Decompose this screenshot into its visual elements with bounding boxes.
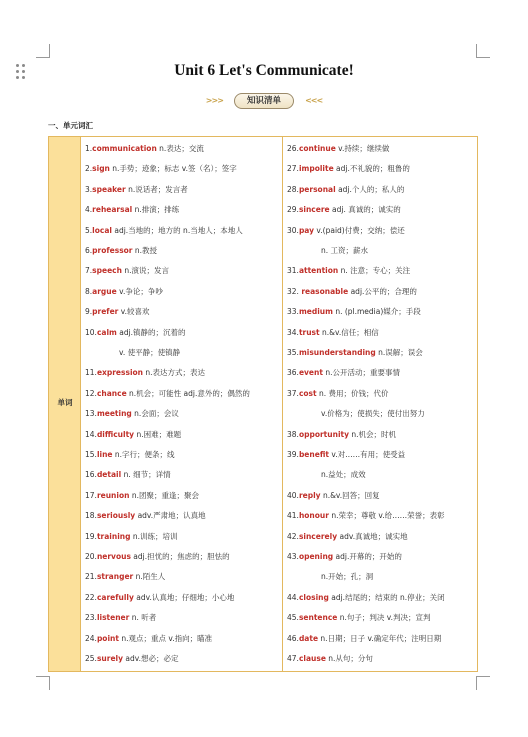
entry-definition: v. 使平静；使镇静 bbox=[119, 348, 181, 357]
vocabulary-table bbox=[48, 136, 478, 672]
entry-word: opening bbox=[298, 552, 334, 561]
entry-number: 28. bbox=[287, 184, 299, 194]
entry-number: 11. bbox=[85, 368, 97, 378]
entry-word: closing bbox=[298, 592, 329, 602]
entry-definition: adj.公平的；合理的 bbox=[348, 286, 417, 296]
entry-number: 18. bbox=[85, 511, 97, 521]
entry-number: 7. bbox=[85, 266, 93, 276]
entry-word: nervous bbox=[96, 552, 131, 561]
entry-word: communication bbox=[92, 144, 157, 153]
entry-number: 32. bbox=[287, 286, 302, 296]
vocab-entry bbox=[287, 506, 475, 526]
entry-definition: n.误解；误会 bbox=[375, 348, 423, 357]
entry-word: rehearsal bbox=[92, 205, 133, 215]
vocab-entry bbox=[287, 404, 475, 424]
entry-word: listener bbox=[96, 613, 130, 623]
vocab-entry bbox=[85, 445, 280, 465]
vocab-entry bbox=[287, 302, 475, 322]
entry-definition: n.说话者；发言者 bbox=[125, 184, 188, 194]
right-word-column bbox=[283, 137, 477, 671]
entry-number: 22. bbox=[85, 592, 97, 602]
entry-word: reunion bbox=[96, 490, 130, 500]
right-arrows-icon: <<< bbox=[305, 96, 323, 105]
entry-word: sentence bbox=[298, 613, 338, 623]
crop-mark-top-left bbox=[36, 44, 50, 58]
entry-definition: adj.结尾的；结束的 n.停业；关闭 bbox=[328, 592, 445, 602]
entry-number: 33. bbox=[287, 307, 299, 317]
left-word-column bbox=[81, 137, 283, 671]
entry-definition: adv.认真地；仔细地；小心地 bbox=[133, 592, 235, 602]
entry-definition: adv.想必；必定 bbox=[123, 654, 179, 663]
entry-definition: n.益处；成效 bbox=[321, 470, 366, 480]
entry-definition: n.字行；便条；线 bbox=[112, 450, 175, 459]
entry-number: 35. bbox=[287, 348, 299, 357]
vocab-entry bbox=[85, 139, 280, 159]
entry-number: 20. bbox=[85, 552, 97, 561]
entry-number: 34. bbox=[287, 327, 299, 337]
vocab-entry bbox=[85, 384, 280, 404]
vocab-entry bbox=[287, 200, 475, 220]
vocab-entry bbox=[287, 425, 475, 445]
entry-definition: adv.严肃地；认真地 bbox=[135, 511, 206, 521]
entry-definition: adj.担忧的；焦虑的；胆怯的 bbox=[130, 552, 230, 561]
entry-definition: n.困难；难题 bbox=[134, 429, 182, 439]
section-heading: 一、单元词汇 bbox=[48, 121, 93, 130]
entry-word: point bbox=[96, 633, 119, 643]
vocab-entry bbox=[85, 629, 280, 649]
entry-number: 4. bbox=[85, 205, 93, 215]
entry-number: 37. bbox=[287, 388, 299, 398]
badge-label: 知识清单 bbox=[234, 93, 294, 109]
entry-definition: n.句子；判决 v.判决；宣判 bbox=[337, 613, 431, 623]
entry-number: 2. bbox=[85, 164, 93, 174]
entry-definition: n.机会；可能性 adj.意外的；偶然的 bbox=[126, 388, 250, 398]
entry-word: professor bbox=[92, 246, 133, 255]
vocab-entry bbox=[287, 221, 475, 241]
vocab-entry bbox=[85, 363, 280, 383]
entry-definition: n.&v.信任；相信 bbox=[319, 327, 379, 337]
vocab-entry bbox=[85, 608, 280, 628]
entry-word: benefit bbox=[298, 450, 329, 459]
vocab-entry bbox=[287, 608, 475, 628]
entry-definition: n.演说；发言 bbox=[121, 266, 169, 276]
entry-number: 26. bbox=[287, 144, 299, 153]
entry-number: 5. bbox=[85, 225, 93, 235]
entry-number: 40. bbox=[287, 490, 299, 500]
entry-number: 23. bbox=[85, 613, 97, 623]
entry-number: 24. bbox=[85, 633, 97, 643]
entry-definition: n.会面；会议 bbox=[131, 409, 179, 419]
entry-definition: v.争论；争吵 bbox=[116, 286, 163, 296]
entry-number: 31. bbox=[287, 266, 299, 276]
entry-definition: n.表达；交流 bbox=[156, 144, 204, 153]
vocab-entry bbox=[287, 343, 475, 363]
vocab-entry bbox=[287, 180, 475, 200]
entry-word: pay bbox=[298, 225, 315, 235]
entry-number: 17. bbox=[85, 490, 97, 500]
vocab-entry bbox=[287, 282, 475, 302]
entry-number: 1. bbox=[85, 144, 93, 153]
vocab-entry bbox=[85, 567, 280, 587]
entry-definition: n. 听者 bbox=[129, 613, 157, 623]
vocab-entry bbox=[85, 241, 280, 261]
entry-number: 12. bbox=[85, 388, 97, 398]
entry-definition: adj.镇静的；沉着的 bbox=[116, 327, 186, 337]
entry-word: speech bbox=[92, 266, 122, 276]
entry-word: personal bbox=[298, 184, 336, 194]
vocab-entry bbox=[85, 343, 280, 363]
entry-number: 13. bbox=[85, 409, 97, 419]
entry-word: medium bbox=[298, 307, 333, 317]
entry-number: 43. bbox=[287, 552, 299, 561]
vocab-entry bbox=[85, 588, 280, 608]
entry-definition: n.教授 bbox=[132, 246, 158, 255]
entry-word: difficulty bbox=[96, 429, 135, 439]
entry-word: attention bbox=[298, 266, 339, 276]
vocab-entry bbox=[287, 363, 475, 383]
entry-definition: v.持续；继续做 bbox=[335, 144, 390, 153]
vocab-entry bbox=[287, 547, 475, 567]
entry-word: sincerely bbox=[298, 531, 338, 541]
entry-number: 21. bbox=[85, 572, 97, 582]
vocab-entry bbox=[85, 323, 280, 343]
entry-number: 19. bbox=[85, 531, 97, 541]
entry-word: impolite bbox=[298, 164, 334, 174]
entry-word: detail bbox=[96, 470, 122, 480]
entry-definition: v.对……有用；使受益 bbox=[328, 450, 406, 459]
entry-number: 38. bbox=[287, 429, 299, 439]
entry-word: date bbox=[298, 633, 319, 643]
crop-mark-top-right bbox=[476, 44, 490, 58]
entry-number: 6. bbox=[85, 246, 93, 255]
vocab-entry bbox=[85, 465, 280, 485]
vocab-entry bbox=[85, 261, 280, 281]
vocab-entry bbox=[287, 261, 475, 281]
vocab-entry bbox=[287, 384, 475, 404]
entry-word: speaker bbox=[92, 184, 126, 194]
entry-word: seriously bbox=[96, 511, 136, 521]
entry-word: line bbox=[96, 450, 113, 459]
entry-definition: n. 细节；详情 bbox=[121, 470, 171, 480]
entry-number: 27. bbox=[287, 164, 299, 174]
vocab-entry bbox=[287, 486, 475, 506]
entry-word: expression bbox=[96, 368, 144, 378]
vocab-entry bbox=[85, 486, 280, 506]
vocab-entry bbox=[85, 506, 280, 526]
vocab-entry bbox=[287, 649, 475, 669]
entry-number: 9. bbox=[85, 307, 93, 317]
vocab-entry bbox=[287, 445, 475, 465]
vocab-entry bbox=[85, 200, 280, 220]
entry-word: training bbox=[96, 531, 131, 541]
entry-word: sign bbox=[92, 164, 110, 174]
entry-definition: adj.当地的；地方的 n.当地人；本地人 bbox=[111, 225, 243, 235]
entry-number: 10. bbox=[85, 327, 97, 337]
entry-definition: n.公开活动；重要事情 bbox=[322, 368, 400, 378]
vocab-entry bbox=[85, 180, 280, 200]
entry-word: event bbox=[298, 368, 323, 378]
entry-definition: n. 工资；薪水 bbox=[321, 246, 369, 255]
entry-word: local bbox=[92, 225, 112, 235]
category-label: 单词 bbox=[57, 398, 73, 407]
entry-number: 30. bbox=[287, 225, 299, 235]
entry-number: 39. bbox=[287, 450, 299, 459]
entry-word: carefully bbox=[96, 592, 134, 602]
vocab-entry bbox=[85, 527, 280, 547]
entry-word: argue bbox=[92, 286, 117, 296]
vocab-entry bbox=[85, 547, 280, 567]
entry-word: sincere bbox=[298, 205, 330, 215]
entry-number: 47. bbox=[287, 654, 299, 663]
entry-word: meeting bbox=[96, 409, 132, 419]
entry-definition: n.荣幸；尊敬 v.给……荣誉；表彰 bbox=[328, 511, 445, 521]
vocab-entry bbox=[287, 567, 475, 587]
entry-definition: adj.个人的；私人的 bbox=[335, 184, 405, 194]
entry-number: 25. bbox=[85, 654, 97, 663]
entry-number: 41. bbox=[287, 511, 299, 521]
vocab-entry bbox=[287, 323, 475, 343]
entry-definition: v.价格为；使损失；使付出努力 bbox=[321, 409, 425, 419]
entry-number: 42. bbox=[287, 531, 299, 541]
section-badge bbox=[0, 90, 528, 109]
entry-word: calm bbox=[96, 327, 117, 337]
entry-word: chance bbox=[96, 388, 127, 398]
entry-definition: n.从句；分句 bbox=[325, 654, 373, 663]
entry-definition: adv.真诚地；诚实地 bbox=[337, 531, 408, 541]
entry-definition: n.日期；日子 v.确定年代；注明日期 bbox=[318, 633, 442, 643]
entry-word: stranger bbox=[96, 572, 134, 582]
vocab-entry bbox=[85, 404, 280, 424]
entry-definition: n.机会；时机 bbox=[349, 429, 397, 439]
vocab-entry bbox=[287, 241, 475, 261]
entry-word: reply bbox=[298, 490, 321, 500]
entry-word: honour bbox=[298, 511, 329, 521]
entry-number: 46. bbox=[287, 633, 299, 643]
vocab-entry bbox=[287, 527, 475, 547]
entry-word: trust bbox=[298, 327, 320, 337]
vocab-entry bbox=[85, 282, 280, 302]
left-arrows-icon: >>> bbox=[205, 96, 223, 105]
entry-word: prefer bbox=[92, 307, 119, 317]
entry-number: 36. bbox=[287, 368, 299, 378]
entry-number: 14. bbox=[85, 429, 97, 439]
entry-number: 8. bbox=[85, 286, 93, 296]
entry-definition: v.较喜欢 bbox=[118, 307, 150, 317]
entry-word: misunderstanding bbox=[298, 348, 376, 357]
entry-definition: n.观点；重点 v.指向；瞄准 bbox=[118, 633, 213, 643]
vocab-entry bbox=[287, 629, 475, 649]
entry-definition: adj.开幕的；开始的 bbox=[333, 552, 402, 561]
entry-definition: n.表达方式；表达 bbox=[143, 368, 206, 378]
entry-word: continue bbox=[298, 144, 336, 153]
entry-definition: n.训练；培训 bbox=[130, 531, 178, 541]
entry-number: 16. bbox=[85, 470, 97, 480]
entry-definition: adj.不礼貌的；粗鲁的 bbox=[333, 164, 410, 174]
entry-definition: n.排演；排练 bbox=[132, 205, 180, 215]
entry-definition: n.开始；孔；洞 bbox=[321, 572, 374, 582]
entry-definition: n. 费用；价钱；代价 bbox=[316, 388, 389, 398]
entry-number: 44. bbox=[287, 592, 299, 602]
entry-word: reasonable bbox=[301, 286, 349, 296]
vocab-entry bbox=[287, 588, 475, 608]
entry-definition: n. 注意；专心；关注 bbox=[338, 266, 411, 276]
entry-definition: n.团聚；重逢；聚会 bbox=[129, 490, 199, 500]
category-column bbox=[49, 137, 81, 671]
entry-definition: adj. 真诚的；诚实的 bbox=[329, 205, 401, 215]
entry-definition: n. (pl.media)媒介；手段 bbox=[332, 307, 421, 317]
vocab-entry bbox=[287, 465, 475, 485]
crop-mark-bottom-right bbox=[476, 676, 490, 690]
entry-number: 29. bbox=[287, 205, 299, 215]
crop-mark-bottom-left bbox=[36, 676, 50, 690]
vocab-entry bbox=[85, 159, 280, 179]
entry-number: 45. bbox=[287, 613, 299, 623]
entry-definition: n.手势；迹象；标志 v.签（名）；签字 bbox=[109, 164, 237, 174]
vocab-entry bbox=[85, 221, 280, 241]
entry-word: cost bbox=[298, 388, 317, 398]
entry-word: clause bbox=[298, 654, 326, 663]
entry-word: opportunity bbox=[298, 429, 349, 439]
vocab-entry bbox=[287, 139, 475, 159]
entry-word: surely bbox=[96, 654, 123, 663]
entry-definition: v.(paid)付费；交纳；偿还 bbox=[314, 225, 405, 235]
entry-number: 3. bbox=[85, 184, 93, 194]
entry-number: 15. bbox=[85, 450, 97, 459]
vocab-entry bbox=[85, 649, 280, 669]
vocab-entry bbox=[85, 302, 280, 322]
entry-definition: n.陌生人 bbox=[133, 572, 166, 582]
page-title: Unit 6 Let's Communicate! bbox=[174, 62, 354, 79]
vocab-entry bbox=[85, 425, 280, 445]
vocab-entry bbox=[287, 159, 475, 179]
entry-definition: n.&v.回答；回复 bbox=[320, 490, 380, 500]
